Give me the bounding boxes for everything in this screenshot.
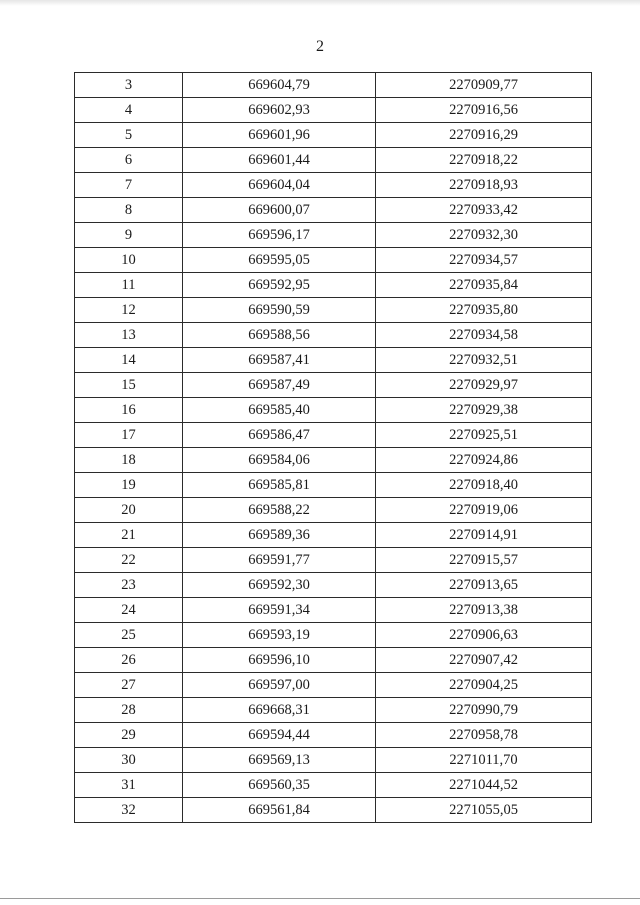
table-row bbox=[75, 223, 592, 248]
x-coordinate-cell: 669594,44 bbox=[183, 723, 376, 748]
y-coordinate-cell: 2271055,05 bbox=[376, 798, 592, 823]
x-coordinate-cell: 669596,17 bbox=[183, 223, 376, 248]
table-row bbox=[75, 123, 592, 148]
table-row bbox=[75, 98, 592, 123]
point-number-cell: 9 bbox=[75, 223, 183, 248]
point-number-cell: 29 bbox=[75, 723, 183, 748]
x-coordinate-cell: 669602,93 bbox=[183, 98, 376, 123]
point-number-cell: 22 bbox=[75, 548, 183, 573]
x-coordinate-cell: 669587,49 bbox=[183, 373, 376, 398]
x-coordinate-cell: 669560,35 bbox=[183, 773, 376, 798]
x-coordinate-cell: 669585,40 bbox=[183, 398, 376, 423]
x-coordinate-cell: 669590,59 bbox=[183, 298, 376, 323]
table-row bbox=[75, 648, 592, 673]
page-number: 2 bbox=[316, 38, 324, 55]
table-row bbox=[75, 673, 592, 698]
table-row bbox=[75, 698, 592, 723]
point-number-cell: 28 bbox=[75, 698, 183, 723]
y-coordinate-cell: 2270909,77 bbox=[376, 73, 592, 98]
table-row bbox=[75, 248, 592, 273]
table-row bbox=[75, 373, 592, 398]
y-coordinate-cell: 2270918,22 bbox=[376, 148, 592, 173]
y-coordinate-cell: 2270904,25 bbox=[376, 673, 592, 698]
table-row bbox=[75, 323, 592, 348]
y-coordinate-cell: 2270990,79 bbox=[376, 698, 592, 723]
x-coordinate-cell: 669600,07 bbox=[183, 198, 376, 223]
table-row bbox=[75, 198, 592, 223]
x-coordinate-cell: 669604,04 bbox=[183, 173, 376, 198]
point-number-cell: 14 bbox=[75, 348, 183, 373]
table-row bbox=[75, 148, 592, 173]
table-row bbox=[75, 298, 592, 323]
y-coordinate-cell: 2270929,38 bbox=[376, 398, 592, 423]
y-coordinate-cell: 2270924,86 bbox=[376, 448, 592, 473]
y-coordinate-cell: 2270913,38 bbox=[376, 598, 592, 623]
point-number-cell: 25 bbox=[75, 623, 183, 648]
y-coordinate-cell: 2270933,42 bbox=[376, 198, 592, 223]
point-number-cell: 26 bbox=[75, 648, 183, 673]
x-coordinate-cell: 669588,56 bbox=[183, 323, 376, 348]
x-coordinate-cell: 669589,36 bbox=[183, 523, 376, 548]
x-coordinate-cell: 669595,05 bbox=[183, 248, 376, 273]
scan-edge-top bbox=[0, 0, 640, 6]
y-coordinate-cell: 2270925,51 bbox=[376, 423, 592, 448]
x-coordinate-cell: 669587,41 bbox=[183, 348, 376, 373]
point-number-cell: 31 bbox=[75, 773, 183, 798]
y-coordinate-cell: 2271011,70 bbox=[376, 748, 592, 773]
x-coordinate-cell: 669668,31 bbox=[183, 698, 376, 723]
point-number-cell: 17 bbox=[75, 423, 183, 448]
table-row bbox=[75, 473, 592, 498]
y-coordinate-cell: 2270914,91 bbox=[376, 523, 592, 548]
y-coordinate-cell: 2270913,65 bbox=[376, 573, 592, 598]
x-coordinate-cell: 669591,77 bbox=[183, 548, 376, 573]
point-number-cell: 10 bbox=[75, 248, 183, 273]
x-coordinate-cell: 669569,13 bbox=[183, 748, 376, 773]
point-number-cell: 4 bbox=[75, 98, 183, 123]
x-coordinate-cell: 669593,19 bbox=[183, 623, 376, 648]
table-row bbox=[75, 523, 592, 548]
table-row bbox=[75, 573, 592, 598]
point-number-cell: 20 bbox=[75, 498, 183, 523]
y-coordinate-cell: 2270932,30 bbox=[376, 223, 592, 248]
x-coordinate-cell: 669585,81 bbox=[183, 473, 376, 498]
point-number-cell: 3 bbox=[75, 73, 183, 98]
y-coordinate-cell: 2270916,56 bbox=[376, 98, 592, 123]
y-coordinate-cell: 2270934,58 bbox=[376, 323, 592, 348]
point-number-cell: 15 bbox=[75, 373, 183, 398]
point-number-cell: 16 bbox=[75, 398, 183, 423]
table-row bbox=[75, 348, 592, 373]
y-coordinate-cell: 2270919,06 bbox=[376, 498, 592, 523]
point-number-cell: 12 bbox=[75, 298, 183, 323]
x-coordinate-cell: 669601,96 bbox=[183, 123, 376, 148]
scan-edge-bottom bbox=[0, 898, 640, 899]
table-row bbox=[75, 173, 592, 198]
point-number-cell: 24 bbox=[75, 598, 183, 623]
table-row bbox=[75, 723, 592, 748]
y-coordinate-cell: 2270906,63 bbox=[376, 623, 592, 648]
table-row bbox=[75, 798, 592, 823]
x-coordinate-cell: 669597,00 bbox=[183, 673, 376, 698]
table-row bbox=[75, 623, 592, 648]
y-coordinate-cell: 2270929,97 bbox=[376, 373, 592, 398]
point-number-cell: 8 bbox=[75, 198, 183, 223]
y-coordinate-cell: 2270934,57 bbox=[376, 248, 592, 273]
x-coordinate-cell: 669591,34 bbox=[183, 598, 376, 623]
point-number-cell: 32 bbox=[75, 798, 183, 823]
table-row bbox=[75, 423, 592, 448]
y-coordinate-cell: 2270915,57 bbox=[376, 548, 592, 573]
table-row bbox=[75, 773, 592, 798]
point-number-cell: 18 bbox=[75, 448, 183, 473]
y-coordinate-cell: 2270935,80 bbox=[376, 298, 592, 323]
coordinates-table-body bbox=[75, 73, 592, 823]
x-coordinate-cell: 669592,30 bbox=[183, 573, 376, 598]
point-number-cell: 7 bbox=[75, 173, 183, 198]
y-coordinate-cell: 2270935,84 bbox=[376, 273, 592, 298]
x-coordinate-cell: 669588,22 bbox=[183, 498, 376, 523]
y-coordinate-cell: 2270958,78 bbox=[376, 723, 592, 748]
x-coordinate-cell: 669584,06 bbox=[183, 448, 376, 473]
point-number-cell: 13 bbox=[75, 323, 183, 348]
table-row bbox=[75, 598, 592, 623]
point-number-cell: 21 bbox=[75, 523, 183, 548]
x-coordinate-cell: 669596,10 bbox=[183, 648, 376, 673]
point-number-cell: 27 bbox=[75, 673, 183, 698]
point-number-cell: 30 bbox=[75, 748, 183, 773]
x-coordinate-cell: 669586,47 bbox=[183, 423, 376, 448]
y-coordinate-cell: 2271044,52 bbox=[376, 773, 592, 798]
table-row bbox=[75, 398, 592, 423]
y-coordinate-cell: 2270918,93 bbox=[376, 173, 592, 198]
x-coordinate-cell: 669592,95 bbox=[183, 273, 376, 298]
x-coordinate-cell: 669601,44 bbox=[183, 148, 376, 173]
point-number-cell: 6 bbox=[75, 148, 183, 173]
table-row bbox=[75, 548, 592, 573]
y-coordinate-cell: 2270918,40 bbox=[376, 473, 592, 498]
point-number-cell: 23 bbox=[75, 573, 183, 598]
y-coordinate-cell: 2270916,29 bbox=[376, 123, 592, 148]
y-coordinate-cell: 2270907,42 bbox=[376, 648, 592, 673]
table-row bbox=[75, 748, 592, 773]
point-number-cell: 11 bbox=[75, 273, 183, 298]
x-coordinate-cell: 669604,79 bbox=[183, 73, 376, 98]
table-row bbox=[75, 73, 592, 98]
point-number-cell: 5 bbox=[75, 123, 183, 148]
table-row bbox=[75, 448, 592, 473]
x-coordinate-cell: 669561,84 bbox=[183, 798, 376, 823]
y-coordinate-cell: 2270932,51 bbox=[376, 348, 592, 373]
point-number-cell: 19 bbox=[75, 473, 183, 498]
table-row bbox=[75, 498, 592, 523]
table-row bbox=[75, 273, 592, 298]
coordinates-table bbox=[74, 72, 592, 823]
